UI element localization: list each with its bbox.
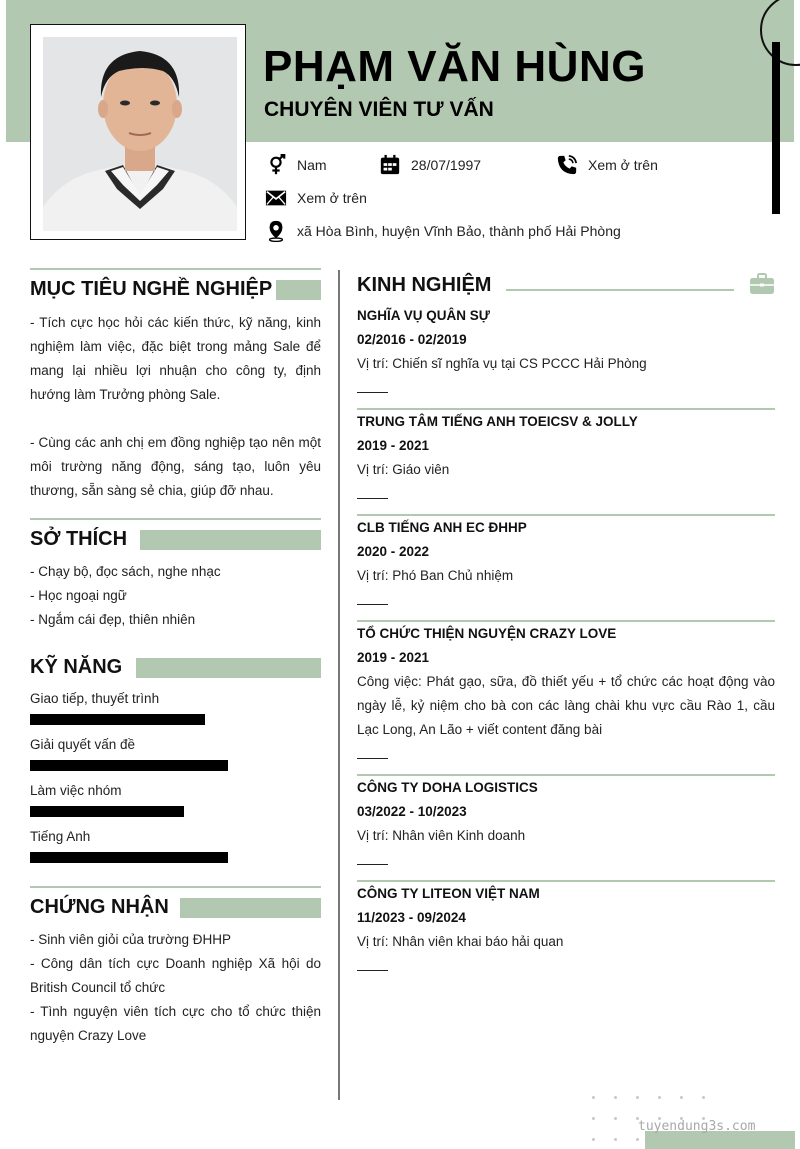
heading-accent-line bbox=[506, 289, 734, 291]
skill-bar bbox=[30, 760, 321, 771]
experience-company: TỔ CHỨC THIỆN NGUYỆN CRAZY LOVE bbox=[357, 626, 617, 641]
skill-bar bbox=[30, 714, 321, 725]
section-skills bbox=[30, 656, 321, 866]
experience-description: Vị trí: Phó Ban Chủ nhiệm bbox=[357, 568, 514, 583]
experience-period: 2019 - 2021 bbox=[357, 650, 430, 665]
experience-description: Công việc: Phát gạo, sữa, đồ thiết yếu + tổ chức các hoạt động vào ngày lễ, kỷ niệm cho bà con các làng chài khu vực cầu Rào 1, cầu Lạc Long, An Lão + viết content đăng bài bbox=[357, 674, 775, 737]
section-rule bbox=[30, 886, 321, 888]
info-gender bbox=[265, 153, 327, 177]
entry-rule bbox=[357, 620, 775, 622]
section-rule bbox=[30, 518, 321, 520]
phone-icon bbox=[556, 154, 578, 176]
hobby-item: - Ngắm cái đẹp, thiên nhiên bbox=[30, 612, 196, 627]
skill-label: Giao tiếp, thuyết trình bbox=[30, 691, 160, 706]
experience-entry bbox=[357, 880, 775, 976]
experience-heading: KINH NGHIỆM bbox=[357, 274, 492, 296]
section-certificates bbox=[30, 886, 321, 1056]
entry-end-line bbox=[357, 498, 388, 499]
experience-description: Vị trí: Nhân viên Kinh doanh bbox=[357, 828, 526, 843]
calendar-icon bbox=[379, 154, 401, 176]
skill-bar-fill bbox=[30, 714, 205, 725]
experience-company: CLB TIẾNG ANH EC ĐHHP bbox=[357, 520, 527, 535]
hobby-item: - Học ngoại ngữ bbox=[30, 588, 127, 603]
experience-company: TRUNG TÂM TIẾNG ANH TOEICSV & JOLLY bbox=[357, 414, 638, 429]
entry-rule bbox=[357, 774, 775, 776]
entry-rule bbox=[357, 880, 775, 882]
email-value: Xem ở trên bbox=[297, 190, 367, 206]
section-hobbies bbox=[30, 518, 321, 638]
experience-description: Vị trí: Nhân viên khai báo hải quan bbox=[357, 934, 564, 949]
heading-accent-bar bbox=[180, 898, 321, 918]
entry-end-line bbox=[357, 970, 388, 971]
objective-heading: MỤC TIÊU NGHỀ NGHIỆP bbox=[30, 278, 273, 300]
profile-photo bbox=[43, 37, 237, 231]
experience-entry bbox=[357, 408, 775, 504]
experience-company: CÔNG TY LITEON VIỆT NAM bbox=[357, 886, 540, 901]
info-birthdate bbox=[379, 153, 481, 177]
experience-period: 2019 - 2021 bbox=[357, 438, 430, 453]
experience-company: CÔNG TY DOHA LOGISTICS bbox=[357, 780, 538, 795]
skill-bar-fill bbox=[30, 760, 228, 771]
briefcase-icon bbox=[749, 272, 775, 296]
decorative-dot bbox=[614, 1117, 617, 1120]
decorative-dot bbox=[636, 1096, 639, 1099]
decorative-dot bbox=[614, 1138, 617, 1141]
skill-bar-fill bbox=[30, 806, 184, 817]
skill-label: Làm việc nhóm bbox=[30, 783, 122, 798]
decorative-bar bbox=[772, 42, 780, 214]
experience-entry bbox=[357, 514, 775, 610]
phone-value: Xem ở trên bbox=[588, 157, 658, 173]
skill-label: Giải quyết vấn đề bbox=[30, 737, 136, 752]
experience-period: 11/2023 - 09/2024 bbox=[357, 910, 466, 925]
decorative-dot bbox=[680, 1096, 683, 1099]
experience-description: Vị trí: Chiến sĩ nghĩa vụ tại CS PCCC Hải Phòng bbox=[357, 356, 647, 371]
hobby-item: - Chạy bộ, đọc sách, nghe nhạc bbox=[30, 564, 221, 579]
objective-paragraph-1: - Tích cực học hỏi các kiến thức, kỹ năng, kinh nghiệm làm việc, đặc biệt trong mảng Sale để mang lại nhiều lợi nhuận cho công ty, định hướng làm Trưởng phòng Sale. bbox=[30, 315, 321, 402]
skill-bar-fill bbox=[30, 852, 228, 863]
info-address bbox=[265, 219, 621, 243]
entry-end-line bbox=[357, 604, 388, 605]
entry-end-line bbox=[357, 392, 388, 393]
photo-frame bbox=[30, 24, 246, 240]
job-title: CHUYÊN VIÊN TƯ VẤN bbox=[264, 98, 494, 121]
experience-company: NGHĨA VỤ QUÂN SỰ bbox=[357, 308, 490, 323]
skill-bar bbox=[30, 806, 321, 817]
column-divider bbox=[338, 270, 340, 1100]
section-objective bbox=[30, 268, 321, 508]
skill-bar bbox=[30, 852, 321, 863]
certificate-item: - Sinh viên giỏi của trường ĐHHP bbox=[30, 932, 231, 947]
address-value: xã Hòa Bình, huyện Vĩnh Bảo, thành phố Hải Phòng bbox=[297, 223, 621, 239]
experience-period: 2020 - 2022 bbox=[357, 544, 430, 559]
location-pin-icon bbox=[265, 220, 287, 242]
certificates-heading: CHỨNG NHẬN bbox=[30, 896, 169, 918]
experience-entry bbox=[357, 306, 775, 396]
certificate-item: - Tình nguyện viên tích cực cho tổ chức thiện nguyện Crazy Love bbox=[30, 1004, 321, 1043]
entry-rule bbox=[357, 408, 775, 410]
birthdate-value: 28/07/1997 bbox=[411, 157, 482, 173]
watermark-text: tuyendung3s.com bbox=[638, 1119, 756, 1134]
gender-icon bbox=[265, 154, 287, 176]
portrait-illustration bbox=[43, 37, 237, 231]
entry-rule bbox=[357, 514, 775, 516]
skill-label: Tiếng Anh bbox=[30, 829, 91, 844]
skills-heading: KỸ NĂNG bbox=[30, 656, 123, 678]
info-phone bbox=[556, 153, 658, 177]
decorative-dot bbox=[636, 1138, 639, 1141]
experience-entry bbox=[357, 774, 775, 870]
objective-paragraph-2: - Cùng các anh chị em đồng nghiệp tạo nên một môi trường năng động, sáng tạo, luôn yêu thương, sẵn sàng sẻ chia, giúp đỡ nhau. bbox=[30, 435, 321, 498]
decorative-dot bbox=[592, 1138, 595, 1141]
experience-description: Vị trí: Giáo viên bbox=[357, 462, 450, 477]
decorative-dot bbox=[658, 1096, 661, 1099]
gender-value: Nam bbox=[297, 157, 327, 173]
experience-period: 03/2022 - 10/2023 bbox=[357, 804, 467, 819]
info-email bbox=[265, 186, 367, 210]
hobbies-heading: SỞ THÍCH bbox=[30, 528, 128, 550]
decorative-dot bbox=[702, 1096, 705, 1099]
section-rule bbox=[30, 268, 321, 270]
experience-period: 02/2016 - 02/2019 bbox=[357, 332, 467, 347]
entry-end-line bbox=[357, 758, 388, 759]
decorative-dot bbox=[614, 1096, 617, 1099]
candidate-name: PHẠM VĂN HÙNG bbox=[263, 42, 646, 91]
heading-accent-bar bbox=[136, 658, 321, 678]
decorative-dot bbox=[592, 1117, 595, 1120]
entry-end-line bbox=[357, 864, 388, 865]
heading-accent-bar bbox=[276, 280, 321, 300]
certificate-item: - Công dân tích cực Doanh nghiệp Xã hội do British Council tổ chức bbox=[30, 956, 321, 995]
envelope-icon bbox=[265, 187, 287, 209]
experience-entry bbox=[357, 620, 775, 766]
heading-accent-bar bbox=[140, 530, 321, 550]
decorative-dot bbox=[592, 1096, 595, 1099]
